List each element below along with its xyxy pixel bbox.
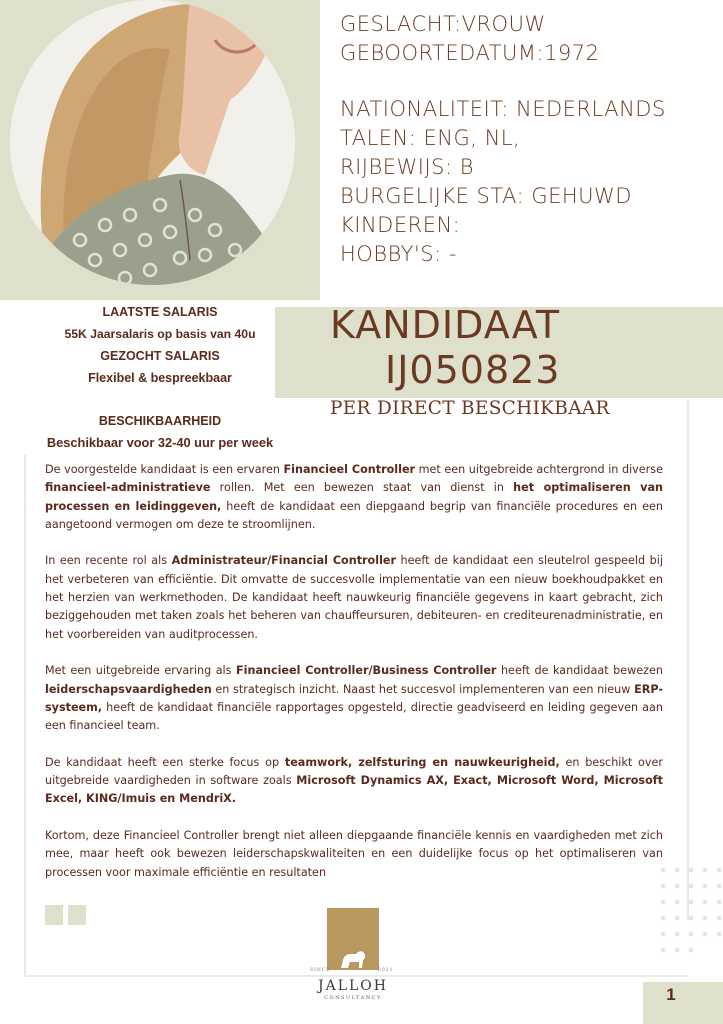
last-salary-heading: LAATSTE SALARIS xyxy=(102,305,218,319)
paragraph-2: In een recente rol als Administrateur/Financial Controller heeft de kandidaat een sleutelrol gespeeld bij het verbeteren van efficiëntie. Dit omvatte de succesvolle implementatie van een nieuw boekhoudpakket en het herzien van werkmethoden. De kandidaat heeft nauwkeurig financiële gegevens in kaart gebracht, zich beziggehouden met taken zoals het beheren van chauffeursuren, debiteuren- en crediteurenadministratie, en het voorbereiden van auditprocessen. xyxy=(45,554,663,641)
drivers-license: RIJBEWIJS: B xyxy=(340,155,474,179)
languages: TALEN: ENG, NL, xyxy=(340,126,521,150)
frame-line-right xyxy=(687,400,689,920)
paragraph-1: De voorgestelde kandidaat is een ervaren Financieel Controller met een uitgebreide achtergrond in diverse financieel-administratieve rollen. Met een bewezen staat van dienst in het optimaliseren van processen en leidinggeven, heeft de kandidaat een diepgaand begrip van financiële procedures en een aangetoond vermogen om deze te stroomlijnen. xyxy=(45,463,664,531)
availability-banner: PER DIRECT BESCHIKBAAR xyxy=(330,398,610,419)
gender: GESLACHT:VROUW xyxy=(340,12,546,36)
frame-line-bottom xyxy=(24,975,688,977)
logo-since: SINCE xyxy=(310,968,331,973)
nationality: NATIONALITEIT: NEDERLANDS xyxy=(340,97,666,121)
candidate-portrait xyxy=(10,0,295,285)
availability-heading: BESCHIKBAARHEID xyxy=(98,414,222,428)
personal-facts xyxy=(340,10,720,269)
page-number: 1 xyxy=(666,985,676,1004)
wanted-salary-value: Flexibel & bespreekbaar xyxy=(88,371,232,385)
candidate-id: IJ050823 xyxy=(385,348,561,392)
decorative-square-1 xyxy=(45,905,63,925)
lion-icon xyxy=(338,948,368,970)
decorative-dots xyxy=(655,860,723,970)
last-salary-value: 55K Jaarsalaris op basis van 40u xyxy=(64,327,256,341)
logo-year: 2021 xyxy=(378,968,394,973)
logo-subtitle: CONSULTANCY xyxy=(324,995,382,1001)
candidate-description xyxy=(45,461,663,900)
availability-value: Beschikbaar voor 32-40 uur per week xyxy=(46,435,274,450)
candidate-title: KANDIDAAT xyxy=(330,303,561,347)
frame-line-left xyxy=(24,455,26,975)
children: KINDEREN: xyxy=(340,213,461,237)
paragraph-3: Met een uitgebreide ervaring als Financieel Controller/Business Controller heeft de kandidaat bewezen leiderschapsvaardigheden en strategisch inzicht. Naast het succesvol implementeren van een nieuw ERP-systeem, heeft de kandidaat financiële rapportages opgesteld, directie geadviseerd en leiding gegeven aan een financieel team. xyxy=(45,664,663,733)
hobbies: HOBBY'S: - xyxy=(340,242,457,266)
birthdate: GEBOORTEDATUM:1972 xyxy=(340,41,600,65)
decorative-square-2 xyxy=(68,905,86,925)
paragraph-4: De kandidaat heeft een sterke focus op teamwork, zelfsturing en nauwkeurigheid, en beschikt over uitgebreide vaardigheden in software zoals Microsoft Dynamics AX, Exact, Microsoft Word, Microsoft Excel, KING/Imuis en MendriX. xyxy=(45,755,663,806)
logo-name: JALLOH xyxy=(317,978,388,994)
civil-status: BURGELIJKE STA: GEHUWD xyxy=(340,184,632,208)
paragraph-5: Kortom, deze Financieel Controller brengt niet alleen diepgaande financiële kennis en vaardigheden met zich mee, maar heeft ook bewezen leiderschapskwaliteiten en een duidelijke focus op het optimaliseren van processen voor maximale efficiëntie en resultaten xyxy=(45,828,663,879)
wanted-salary-heading: GEZOCHT SALARIS xyxy=(100,349,220,363)
portrait-illustration xyxy=(10,0,295,285)
